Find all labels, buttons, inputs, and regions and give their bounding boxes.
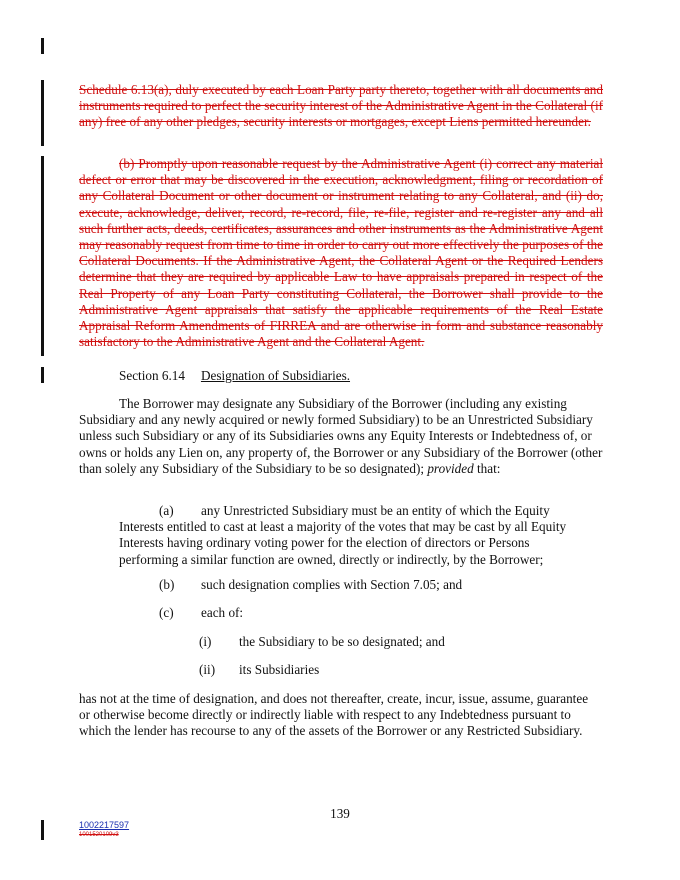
provided-term: provided — [427, 460, 474, 476]
list-item-a — [119, 503, 589, 568]
section-body — [79, 396, 603, 477]
list-item-text: each of: — [201, 605, 244, 620]
change-bar — [41, 38, 44, 54]
list-item-label: (b) — [159, 577, 175, 592]
list-item-text: any Unrestricted Subsidiary must be an entity of which the Equity Interests entitled to cast at least a majority of the votes that may be cast by all Equity Interests having ordinary voting power for the election of directors or Persons performing a similar function are owned, directly or indirectly, by the Borrower; — [119, 503, 567, 567]
deleted-paragraph: Schedule 6.13(a), duly executed by each Loan Party party thereto, together with all documents and instruments required to perfect the security interest of the Administrative Agent in the Collateral (if any) free of any other pledges, security interests or mortgages, except Liens permitted hereunder. — [79, 82, 603, 130]
deleted-paragraph: (b) Promptly upon reasonable request by the Administrative Agent (i) correct any material defect or error that may be discovered in the execution, acknowledgment, filing or recordation of any Collateral Document or other document or instrument relating to any Collateral, and (ii) do, execute, acknowledge, deliver, record, re-record, file, re-file, register and re-register any and all such further acts, deeds, certificates, assurances and other instruments as the Administrative Agent may reasonably request from time to time in order to carry out more effectively the purposes of the Collateral Documents. If the Administrative Agent, the Collateral Agent or the Required Lenders determine that they are required by applicable Law to have appraisals prepared in respect of the Real Property of any Loan Party constituting Collateral, the Borrower shall provide to the Administrative Agent appraisals that satisfy the applicable requirements of the Real Estate Appraisal Reform Amendments of FIRREA and are otherwise in form and substance reasonably satisfactory to the Administrative Agent and the Collateral Agent. — [79, 156, 603, 350]
list-item-b — [159, 577, 462, 593]
list-item-c — [159, 605, 243, 621]
change-bar — [41, 367, 44, 383]
closing-paragraph: has not at the time of designation, and does not thereafter, create, incur, issue, assume, guarantee or otherwise become directly or indirectly liable with respect to any Indebtedness pursuant to which the lender has recourse to any of the assets of the Borrower or any Restricted Subsidiary. — [79, 691, 589, 739]
section-title: Designation of Subsidiaries. — [200, 368, 351, 383]
list-item-label: (c) — [159, 605, 174, 620]
sub-item-text: the Subsidiary to be so designated; and — [239, 634, 445, 649]
sub-item-label: (ii) — [199, 662, 216, 677]
list-item-text: such designation complies with Section 7.05; and — [201, 577, 463, 592]
section-number: Section 6.14 — [119, 368, 185, 383]
change-bar — [41, 80, 44, 146]
page-number: 139 — [330, 806, 350, 821]
change-bar — [41, 820, 44, 840]
section-heading — [119, 368, 599, 384]
sub-item-ii — [199, 662, 319, 678]
sub-item-i — [199, 634, 445, 650]
sub-item-label: (i) — [199, 634, 212, 649]
change-bar — [41, 156, 44, 356]
sub-item-text: its Subsidiaries — [239, 662, 320, 677]
section-body-text: The Borrower may designate any Subsidiary of the Borrower (including any existing Subsidiary and any newly acquired or newly formed Subsidiary) to be an Unrestricted Subsidiary unless such Subsidiary or any of its Subsidiaries owns any Equity Interests or Indebtedness of, or owns or holds any Lien on, any property of, the Borrower or any Subsidiary of the Borrower (other than solely any Subsidiary of the Subsidiary to be so designated); — [79, 396, 603, 476]
deleted-document-id: 1001520109v3 — [79, 832, 119, 838]
list-item-label: (a) — [159, 503, 174, 518]
section-body-tail: that: — [473, 460, 501, 476]
document-id: 1002217597 — [79, 820, 130, 830]
